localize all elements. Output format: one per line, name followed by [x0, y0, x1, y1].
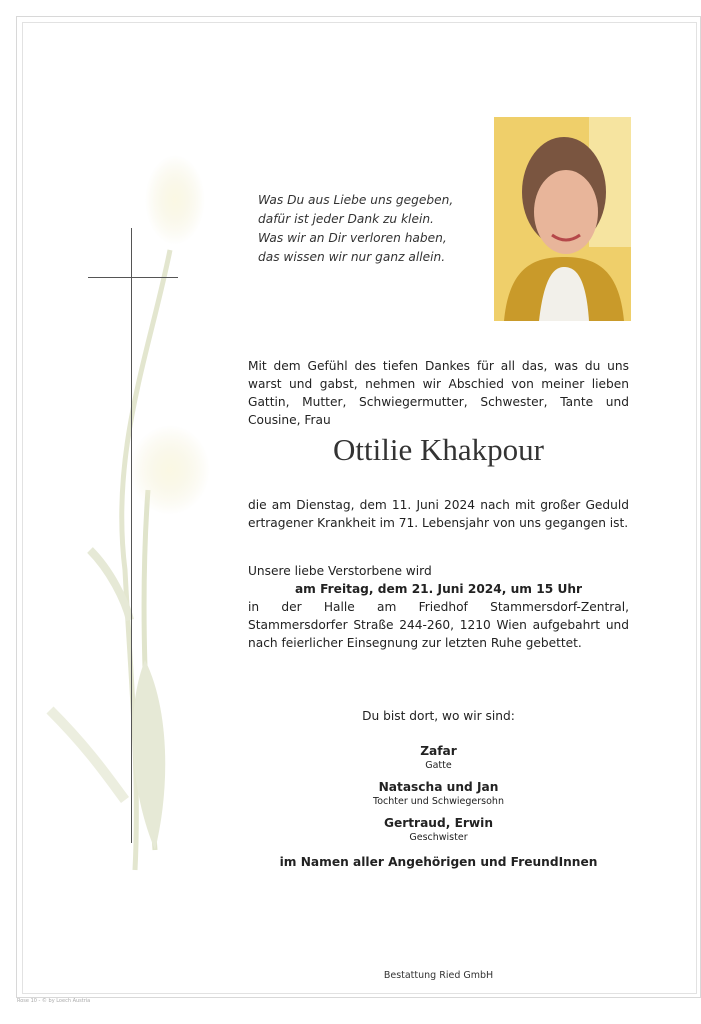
funeral-place: in der Halle am Friedhof Stammersdorf-Zentral, Stammersdorfer Straße 244-260, 1210 Wien aufgebahrt und nach feierlicher Einsegnung zur letzten Ruhe gebettet. — [248, 600, 629, 650]
cross-horizontal — [88, 277, 178, 278]
funeral-date: am Freitag, dem 21. Juni 2024, um 15 Uhr — [294, 582, 583, 596]
poem-line: Was wir an Dir verloren haben, — [258, 231, 447, 245]
funeral-info — [248, 562, 629, 652]
mourner-relation: Gatte — [425, 760, 452, 771]
mourner-relation: Geschwister — [409, 832, 468, 843]
portrait-photo — [494, 117, 631, 321]
mourner-name: Gertraud, Erwin — [383, 816, 494, 830]
funeral-lead: Unsere liebe Verstorbene wird — [248, 564, 432, 578]
mourner-name: Zafar — [420, 744, 457, 758]
poem-line: Was Du aus Liebe uns gegeben, — [258, 193, 454, 207]
mourner-name: Natascha und Jan — [378, 780, 499, 794]
mourner-relation: Tochter und Schwiegersohn — [373, 796, 504, 807]
rose-illustration — [30, 150, 220, 910]
poem-line: das wissen wir nur ganz allein. — [258, 250, 446, 264]
intro-text: Mit dem Gefühl des tiefen Dankes für all das, was du uns warst und gabst, nehmen wir Abschied von meiner lieben Gattin, Mutter, Schwiegermutter, Schwester, Tante und Cousine, Frau — [248, 359, 629, 427]
image-credit: Rose 10 - © by Loech Austria — [17, 998, 91, 1004]
motto: Du bist dort, wo wir sind: — [362, 709, 515, 723]
memorial-poem — [258, 191, 453, 267]
cross-vertical — [131, 228, 132, 843]
death-notice: die am Dienstag, dem 11. Juni 2024 nach mit großer Geduld ertragener Krankheit im 71. Lebensjahr von uns gegangen ist. — [248, 498, 629, 530]
funeral-home: Bestattung Ried GmbH — [383, 970, 494, 981]
deceased-name: Ottilie Khakpour — [333, 432, 544, 467]
closing-line: im Namen aller Angehörigen und FreundInnen — [279, 855, 598, 869]
poem-line: dafür ist jeder Dank zu klein. — [258, 212, 434, 226]
mourners-list — [248, 742, 629, 844]
